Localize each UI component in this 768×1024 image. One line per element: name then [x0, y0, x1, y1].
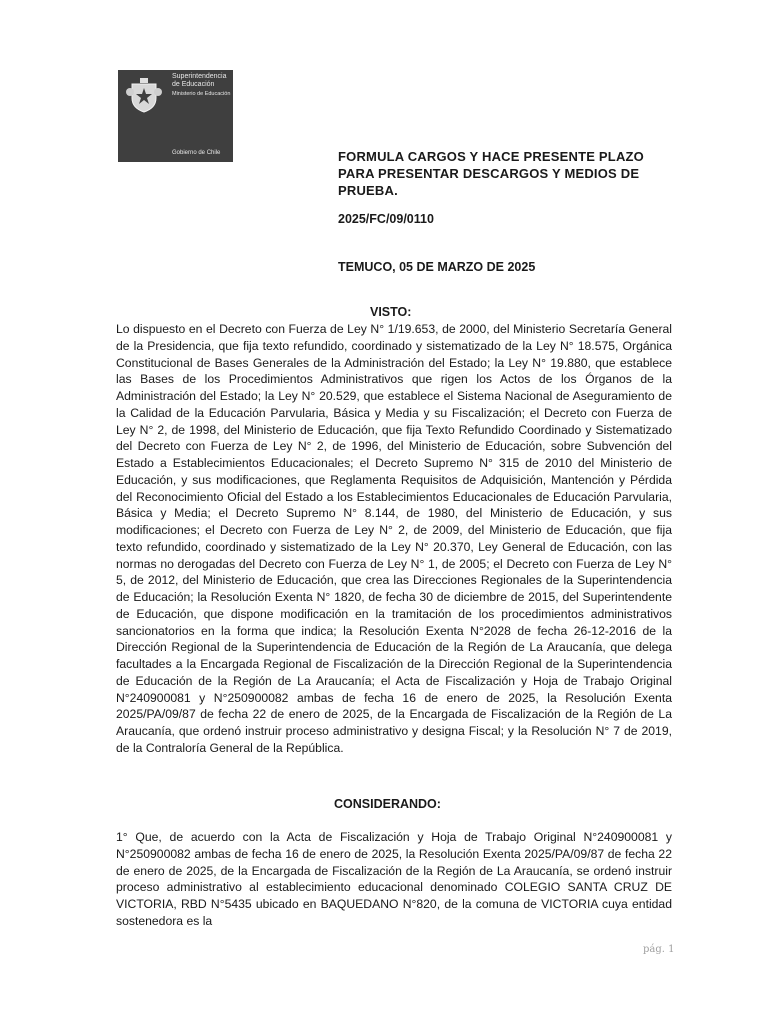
document-code: 2025/FC/09/0110 — [338, 212, 434, 226]
document-place-date: TEMUCO, 05 DE MARZO DE 2025 — [338, 260, 536, 274]
logo-agency-text: Superintendencia de Educación — [172, 73, 227, 88]
visto-heading: VISTO: — [370, 305, 412, 319]
logo-government-text: Gobierno de Chile — [172, 150, 221, 156]
document-title: FORMULA CARGOS Y HACE PRESENTE PLAZO PARA PRESENTAR DESCARGOS Y MEDIOS DE PRUEBA. — [338, 149, 644, 198]
logo-ministry-text: Ministerio de Educación — [172, 91, 231, 97]
considerando-paragraph: 1° Que, de acuerdo con la Acta de Fiscalización y Hoja de Trabajo Original N°240900081 y N°250900082 ambas de fecha 16 de enero de 2025, la Resolución Exenta 2025/PA/09/87 de fecha 22 de enero de 2025, de la Encargada de Fiscalización de la Región de La Araucanía, se ordenó instruir proceso administrativo al establecimiento educacional denominado COLEGIO SANTA CRUZ DE VICTORIA, RBD N°5435 ubicado en BAQUEDANO N°820, de la comuna de VICTORIA cuya entidad sostenedora es la — [116, 830, 672, 928]
coat-of-arms-icon — [124, 76, 164, 114]
visto-paragraph: Lo dispuesto en el Decreto con Fuerza de Ley N° 1/19.653, de 2000, del Ministerio Secretaría General de la Presidencia, que fija texto refundido, coordinado y sistematizado de la Ley N° 18.575, Orgánica Constitucional de Bases Generales de la Administración del Estado; la Ley N° 19.880, que establece las Bases de los Procedimientos Administrativos que rigen los Actos de los Órganos de la Administración del Estado; la Ley N° 20.529, que establece el Sistema Nacional de Aseguramiento de la Calidad de la Educación Parvularia, Básica y Media y su Fiscalización; el Decreto con Fuerza de Ley N° 2, de 1998, del Ministerio de Educación, que fija Texto Refundido Coordinado y Sistematizado del Decreto con Fuerza de Ley N° 2, de 1996, del Ministerio de Educación, sobre Subvención del Estado a Establecimientos Educacionales; el Decreto Supremo N° 315 de 2010 del Ministerio de Educación, y sus modificaciones, que Reglamenta Requisitos de Adquisición, Mantención y Pérdida del Reconocimiento Oficial del Estado a los Establecimientos Educacionales de Educación Parvularia, Básica y Media; el Decreto Supremo N° 8.144, de 1980, del Ministerio de Educación, y sus modificaciones; el Decreto con Fuerza de Ley N° 2, de 2009, del Ministerio de Educación, que fija texto refundido, coordinado y sistematizado de la Ley N° 20.370, Ley General de Educación, con las normas no derogadas del Decreto con Fuerza de Ley N° 1, de 2005; el Decreto con Fuerza de Ley N° 5, de 2012, del Ministerio de Educación, que crea las Direcciones Regionales de la Superintendencia de Educación; la Resolución Exenta N° 1820, de fecha 30 de diciembre de 2015, del Superintendente de Educación, que dispone modificación en la tramitación de los procedimientos administrativos sancionatorios en la forma que indica; la Resolución Exenta N°2028 de fecha 26-12-2016 de la Dirección Regional de la Superintendencia de Educación de la Región de La Araucanía, que delega facultades a la Encargada Regional de Fiscalización de la Dirección Regional de la Superintendencia de Educación de la Región de La Araucanía; el Acta de Fiscalización y Hoja de Trabajo Original N°240900081 y N°250900082 ambas de fecha 16 de enero de 2025, la Resolución Exenta 2025/PA/09/87 de fecha 22 de enero de 2025, de la Encargada de Fiscalización de la Región de La Araucanía, que ordenó instruir proceso administrativo y designa Fiscal; y la Resolución N° 7 de 2019, de la Contraloría General de la República. — [116, 322, 672, 755]
institution-logo — [118, 70, 233, 162]
considerando-heading: CONSIDERANDO: — [334, 797, 441, 811]
page-number: pág. 1 — [643, 944, 675, 955]
